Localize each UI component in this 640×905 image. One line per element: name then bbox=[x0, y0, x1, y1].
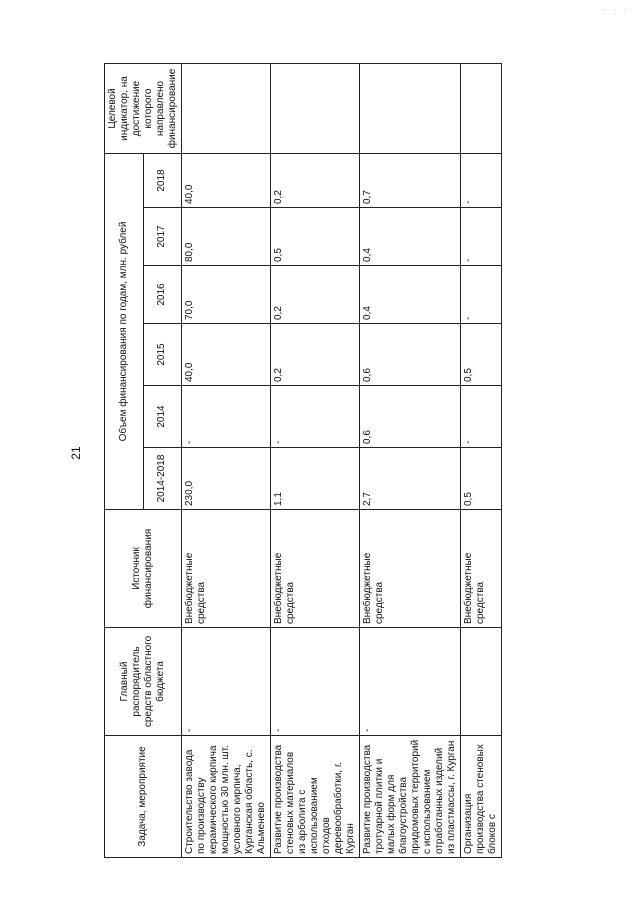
cell-manager bbox=[461, 628, 502, 736]
table-row bbox=[182, 63, 271, 857]
cell-value: 0,2 bbox=[271, 324, 360, 386]
cell-value: 0,6 bbox=[360, 324, 461, 386]
header-source: Источник финансирования bbox=[105, 510, 182, 628]
cell-target bbox=[360, 63, 461, 153]
cell-source: Внебюджетные средства bbox=[360, 510, 461, 628]
cell-value: 70,0 bbox=[182, 266, 271, 324]
cell-value: - bbox=[461, 208, 502, 266]
cell-value: 0,2 bbox=[271, 153, 360, 207]
cell-task: Организация производства стеновых блоков с bbox=[461, 736, 502, 858]
cell-value: - bbox=[461, 266, 502, 324]
header-manager: Главный распорядитель средств областного бюджета bbox=[105, 628, 182, 736]
cell-value: 0,5 bbox=[461, 324, 502, 386]
cell-source: Внебюджетные средства bbox=[182, 510, 271, 628]
cell-target bbox=[182, 63, 271, 153]
header-year: 2015 bbox=[143, 324, 182, 386]
cell-value: 0,5 bbox=[461, 448, 502, 510]
header-target: Целевой индикатор, на достижение которого направлено финансирование bbox=[105, 63, 182, 153]
cell-manager: - bbox=[360, 628, 461, 736]
table-row bbox=[271, 63, 360, 857]
cell-task: Развитие производства стеновых материалов из арболита с использованием отходов деревообработки, г. Курган bbox=[271, 736, 360, 858]
table-header bbox=[105, 63, 182, 857]
table-row bbox=[360, 63, 461, 857]
cell-value: 230,0 bbox=[182, 448, 271, 510]
cell-value: 0,5 bbox=[271, 208, 360, 266]
cell-target bbox=[461, 63, 502, 153]
cell-task: Строительство завода по производству керамического кирпича мощностью 30 млн. шт. условного кирпича, Курганская область, с. Альменево bbox=[182, 736, 271, 858]
cell-value: 2,7 bbox=[360, 448, 461, 510]
cell-value: 80,0 bbox=[182, 208, 271, 266]
header-task: Задача, мероприятие bbox=[105, 736, 182, 858]
header-year: 2014 bbox=[143, 386, 182, 448]
cell-value: 0,4 bbox=[360, 266, 461, 324]
cell-value: 1,1 bbox=[271, 448, 360, 510]
page-number: 21 bbox=[69, 446, 83, 460]
cell-source: Внебюджетные средства bbox=[271, 510, 360, 628]
cell-value: 0,2 bbox=[271, 266, 360, 324]
cell-manager: - bbox=[182, 628, 271, 736]
cell-task: Развитие производства тротуарной плитки и малых форм для благоустройства придомовых территорий с использованием отработанных изделий из пластмассы, г. Курган bbox=[360, 736, 461, 858]
cell-value: 0,6 bbox=[360, 386, 461, 448]
cell-value: - bbox=[461, 153, 502, 207]
cell-value: 0,7 bbox=[360, 153, 461, 207]
header-year: 2016 bbox=[143, 266, 182, 324]
financing-table bbox=[104, 63, 502, 858]
table-body bbox=[182, 63, 502, 857]
header-year: 2017 bbox=[143, 208, 182, 266]
cell-value: - bbox=[182, 386, 271, 448]
cell-value: 0,4 bbox=[360, 208, 461, 266]
cell-value: - bbox=[461, 386, 502, 448]
rotated-table-container bbox=[104, 64, 607, 858]
cell-source: Внебюджетные средства bbox=[461, 510, 502, 628]
cell-manager: - bbox=[271, 628, 360, 736]
cell-value: 40,0 bbox=[182, 324, 271, 386]
table-row bbox=[461, 63, 502, 857]
scan-marks: . . . bbox=[602, 2, 630, 12]
cell-value: 40,0 bbox=[182, 153, 271, 207]
cell-value: - bbox=[271, 386, 360, 448]
header-year: 2014-2018 bbox=[143, 448, 182, 510]
cell-target bbox=[271, 63, 360, 153]
header-volume-group: Объем финансирования по годам, млн. рублей bbox=[105, 153, 144, 509]
header-year: 2018 bbox=[143, 153, 182, 207]
